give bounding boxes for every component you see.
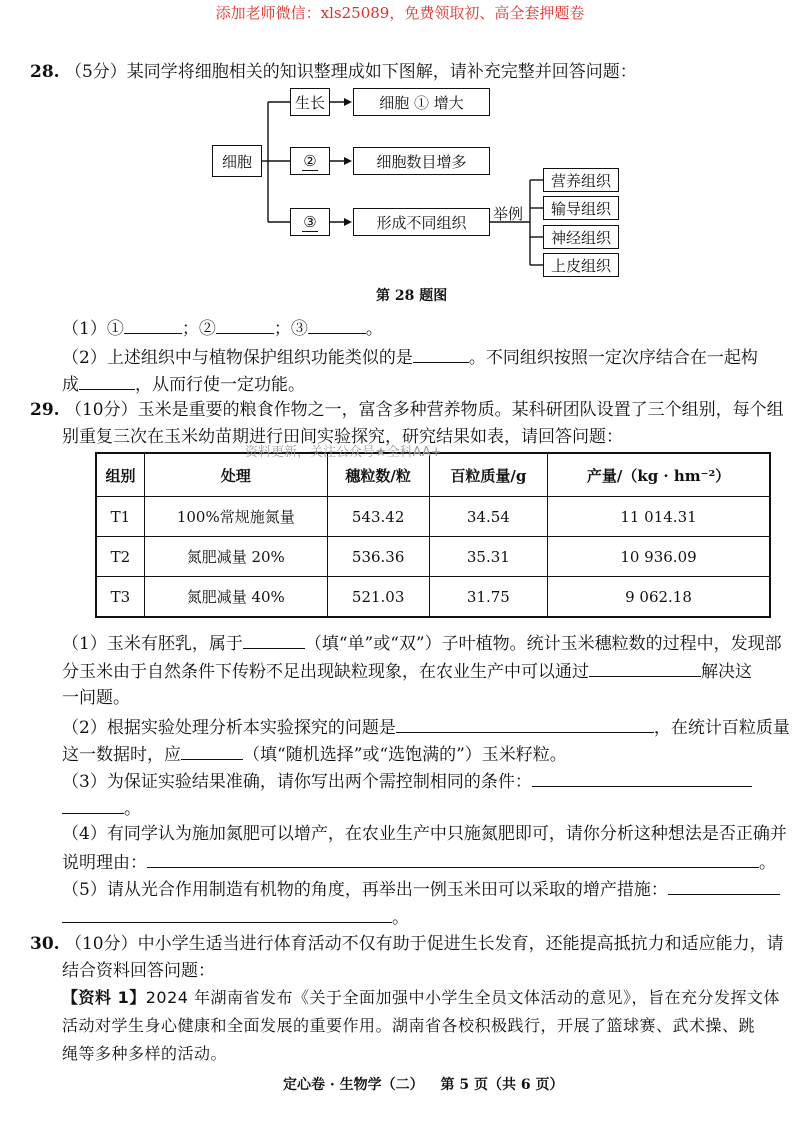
q29-answer3-blank[interactable] [396, 716, 654, 733]
table-cell: 521.03 [327, 577, 429, 618]
q30-material-label: 【资料 1】 [62, 988, 146, 1007]
footer-title: 定心卷 · 生物学（二） [283, 1077, 424, 1093]
diagram-growth-box: 生长 [290, 88, 330, 116]
q28-answer1-blank[interactable] [124, 317, 182, 334]
q29-answer7-cont-blank[interactable] [62, 906, 392, 923]
q29-part5-line2 [62, 906, 409, 928]
q29-p1-text-d: 解决这 [701, 662, 752, 682]
footer-page-number: 第 5 页（共 6 页） [440, 1077, 564, 1093]
q29-answer2-blank[interactable] [589, 660, 701, 677]
q30-stem-line1 [30, 934, 784, 954]
q28-answer2-blank[interactable] [216, 317, 274, 334]
table-cell: 100%常规施氮量 [144, 497, 327, 537]
diagram-root-cell: 细胞 [212, 145, 262, 177]
table-cell: 31.75 [429, 577, 547, 618]
q29-answer1-blank[interactable] [243, 632, 305, 649]
q28-p2-text-c: 成 [62, 375, 79, 395]
q28-p1-end: 。 [365, 319, 383, 339]
q28-number: 28. [30, 62, 60, 82]
q28-p1-label3: ；③ [273, 319, 308, 339]
q28-part2-line1 [62, 346, 758, 368]
q29-part4-line2 [62, 851, 776, 873]
diagram-blank3-label: ③ [303, 212, 317, 231]
diagram-diff-result: 形成不同组织 [353, 208, 490, 236]
q29-answer6-blank[interactable] [147, 851, 759, 868]
q29-p3-end: 。 [124, 799, 141, 819]
table-cell: 11 014.31 [547, 497, 770, 537]
table-cell: T2 [96, 537, 144, 577]
table-header-yield: 产量/（kg · hm⁻²） [547, 453, 770, 497]
diagram-example-1: 营养组织 [543, 168, 619, 192]
q28-answer3-blank[interactable] [308, 317, 366, 334]
diagram-growth-result: 细胞 ① 增大 [353, 88, 490, 116]
table-row [96, 577, 770, 618]
table-row [96, 497, 770, 537]
diagram-caption: 第 28 题图 [376, 288, 448, 304]
table-row [96, 537, 770, 577]
q29-part4-line1: （4）有同学认为施加氮肥可以增产，在农业生产中只施氮肥即可，请你分析这种想法是否正确并 [62, 824, 787, 844]
diagram-example-label: 举例 [493, 205, 524, 223]
q30-material1-line2: 活动对学生身心健康和全面发展的重要作用。湖南省各校积极践行，开展了篮球赛、武术操、跳 [62, 1016, 756, 1035]
q29-p2-text-b: ，在统计百粒质量 [653, 718, 790, 738]
q28-stem-text: （5分）某同学将细胞相关的知识整理成如下图解，请补充完整并回答问题： [64, 62, 637, 82]
table-header-group: 组别 [96, 453, 144, 497]
q29-p1-text-a: （1）玉米有胚乳，属于 [62, 634, 243, 654]
q29-part3-line1 [62, 770, 752, 792]
diagram-blank2-box [290, 147, 330, 175]
q30-material-text1: 2024 年湖南省发布《关于全面加强中小学生全员文体活动的意见》，旨在充分发挥文体 [145, 988, 781, 1007]
q29-p2-text-d: （填“随机选择”或“选饱满的”）玉米籽粒。 [243, 745, 567, 765]
q29-stem-line1 [30, 400, 784, 420]
diagram-example-3: 神经组织 [543, 225, 619, 249]
q29-results-table [95, 452, 771, 618]
q29-p2-text-c: 这一数据时，应 [62, 745, 181, 765]
q29-p1-text-c: 分玉米由于自然条件下传粉不足出现缺粒现象，在农业生产中可以通过 [62, 662, 589, 682]
q29-part2-line2 [62, 743, 567, 765]
table-cell: T1 [96, 497, 144, 537]
q30-stem1: （10分）中小学生适当进行体育活动不仅有助于促进生长发育，还能提高抵抗力和适应能力，请 [64, 934, 784, 954]
q29-answer7-blank[interactable] [668, 878, 780, 895]
table-cell: 35.31 [429, 537, 547, 577]
q29-p4-text-b: 说明理由： [62, 853, 147, 873]
table-header-treatment: 处理 [144, 453, 327, 497]
diagram-division-result: 细胞数目增多 [353, 147, 490, 175]
q28-p1-label2: ；② [181, 319, 216, 339]
q28-p2-text-a: （2）上述组织中与植物保护组织功能类似的是 [62, 348, 413, 368]
q29-answer5-cont-blank[interactable] [62, 797, 124, 814]
q29-answer5-blank[interactable] [532, 770, 752, 787]
q29-number: 29. [30, 400, 60, 420]
q28-p1-label1: （1）① [62, 319, 124, 339]
q29-part5-line1 [62, 878, 780, 900]
table-watermark: 资料更新，关注公众号★全科AA+ [245, 445, 442, 460]
q29-p3-text: （3）为保证实验结果准确，请你写出两个需控制相同的条件： [62, 772, 532, 792]
table-cell: T3 [96, 577, 144, 618]
q29-p5-end: 。 [392, 908, 409, 928]
table-cell: 氮肥减量 40% [144, 577, 327, 618]
diagram-example-2: 输导组织 [543, 196, 619, 220]
q28-answer4-blank[interactable] [413, 346, 469, 363]
q30-number: 30. [30, 934, 60, 954]
q30-material1-line3: 绳等多种多样的活动。 [62, 1044, 228, 1063]
q28-part1 [62, 317, 383, 339]
table-cell: 10 936.09 [547, 537, 770, 577]
q29-p5-text: （5）请从光合作用制造有机物的角度，再举出一例玉米田可以采取的增产措施： [62, 880, 668, 900]
promo-header: 添加老师微信：xls25089，免费领取初、高全套押题卷 [215, 4, 585, 22]
q28-answer5-blank[interactable] [79, 373, 135, 390]
table-cell: 543.42 [327, 497, 429, 537]
q29-part2-line1 [62, 716, 790, 738]
page-footer [283, 1074, 563, 1094]
q29-p1-text-b: （填“单”或“双”）子叶植物。统计玉米穗粒数的过程中，发现部 [304, 634, 782, 654]
diagram-example-4: 上皮组织 [543, 253, 619, 277]
q29-part1-line3: 一问题。 [62, 688, 130, 708]
table-cell: 氮肥减量 20% [144, 537, 327, 577]
table-header-mass: 百粒质量/g [429, 453, 547, 497]
q29-part1-line1 [62, 632, 782, 654]
q29-p4-end: 。 [759, 853, 776, 873]
table-cell: 34.54 [429, 497, 547, 537]
q29-answer4-blank[interactable] [181, 743, 243, 760]
q29-p2-text-a: （2）根据实验处理分析本实验探究的问题是 [62, 718, 396, 738]
diagram-blank2-label: ② [303, 151, 317, 170]
table-cell: 536.36 [327, 537, 429, 577]
table-header-grains: 穗粒数/粒 [327, 453, 429, 497]
q28-p2-text-d: ，从而行使一定功能。 [135, 375, 305, 395]
q28-part2-line2 [62, 373, 305, 395]
q28-p2-text-b: 。不同组织按照一定次序结合在一起构 [468, 348, 758, 368]
q29-stem-line2: 别重复三次在玉米幼苗期进行田间实验探究，研究结果如表，请回答问题： [62, 427, 623, 447]
q29-part1-line2 [62, 660, 752, 682]
table-cell: 9 062.18 [547, 577, 770, 618]
diagram-blank3-box [290, 208, 330, 236]
q30-material1-line1 [62, 984, 780, 1012]
q30-stem-line2: 结合资料回答问题： [62, 961, 215, 981]
q29-part3-line2 [62, 797, 141, 819]
q29-stem1: （10分）玉米是重要的粮食作物之一，富含多种营养物质。某科研团队设置了三个组别，每个组 [64, 400, 784, 420]
